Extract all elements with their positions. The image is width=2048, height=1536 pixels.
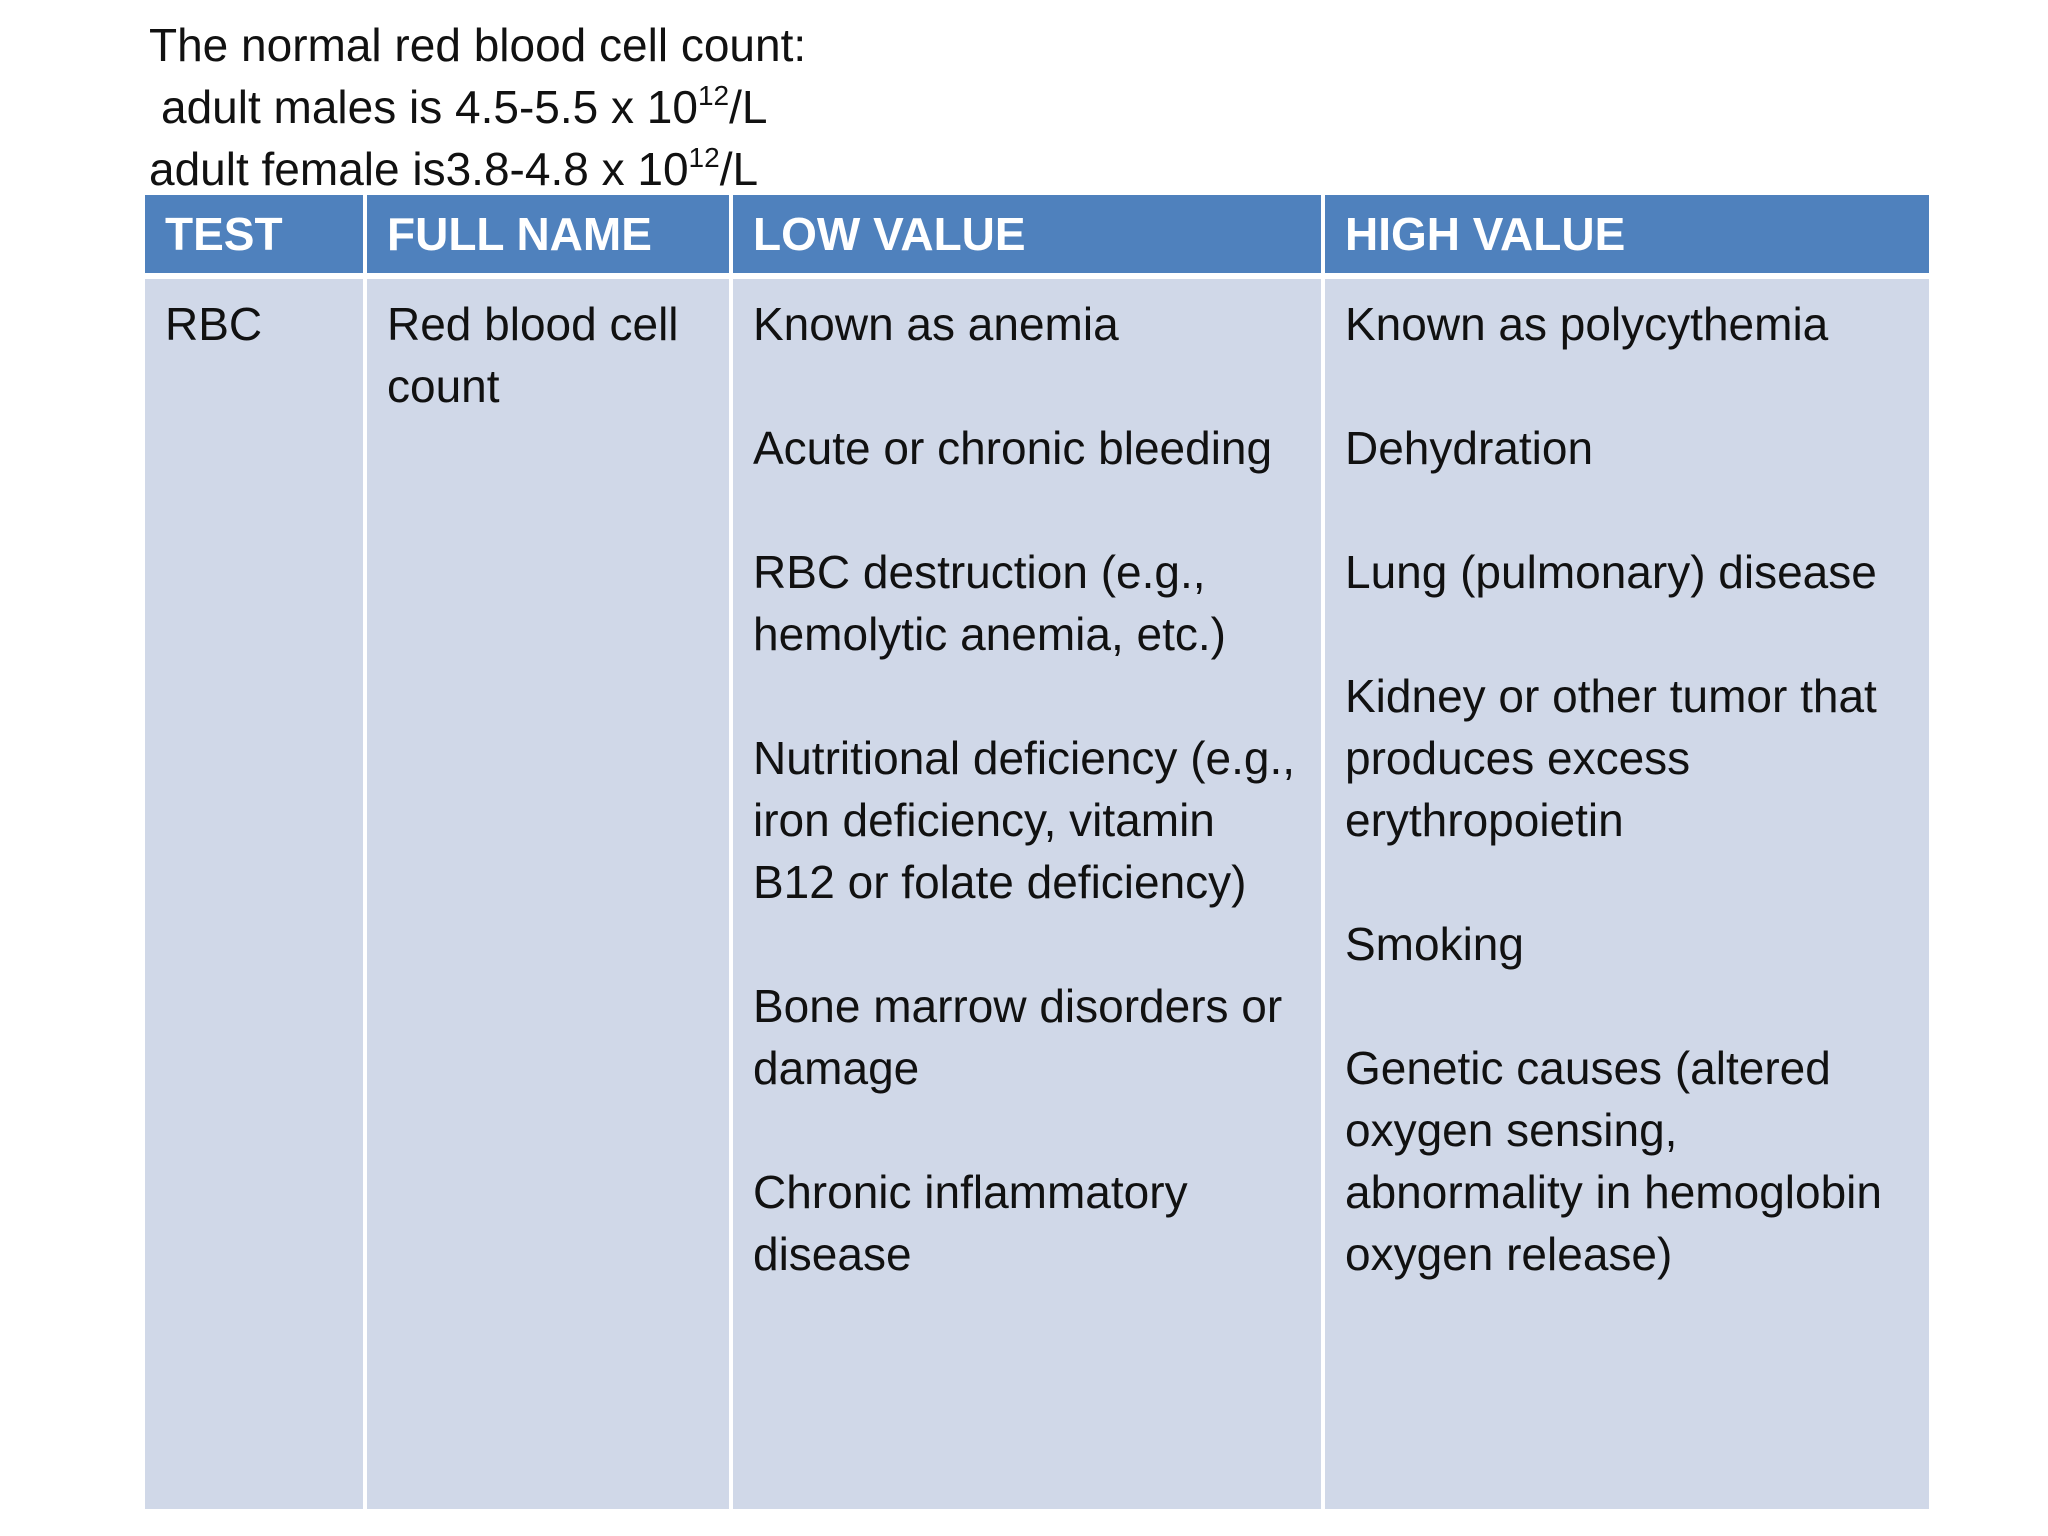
header-full-name: FULL NAME <box>367 195 729 273</box>
low-value-item: Bone marrow disorders or damage <box>753 980 1283 1094</box>
high-value-item: Dehydration <box>1345 422 1594 474</box>
high-value-item: Smoking <box>1345 918 1524 970</box>
male-range-unit: /L <box>729 81 768 133</box>
high-value-item: Known as polycythemia <box>1345 298 1829 350</box>
low-value-item: RBC destruction (e.g., hemolytic anemia, etc.) <box>753 546 1226 660</box>
high-value-item: Kidney or other tumor that produces excess erythropoietin <box>1345 670 1877 846</box>
header-high-value: HIGH VALUE <box>1325 195 1929 273</box>
intro-text <box>149 14 806 200</box>
intro-male-range <box>149 76 806 138</box>
high-value-item: Genetic causes (altered oxygen sensing, abnormality in hemoglobin oxygen release) <box>1345 1042 1882 1280</box>
female-range-text: adult female is3.8-4.8 x 10 <box>149 143 689 195</box>
low-value-item: Nutritional deficiency (e.g., iron deficiency, vitamin B12 or folate deficiency) <box>753 732 1296 908</box>
female-range-exponent: 12 <box>688 141 720 173</box>
rbc-table <box>145 195 1917 1503</box>
intro-heading: The normal red blood cell count: <box>149 19 807 71</box>
cell-test: RBC <box>145 279 363 1509</box>
low-value-item: Chronic inflammatory disease <box>753 1166 1188 1280</box>
cell-full-name: Red blood cell count <box>367 279 729 1509</box>
header-low-value: LOW VALUE <box>733 195 1321 273</box>
cell-low-value <box>733 279 1321 1509</box>
low-value-item: Known as anemia <box>753 298 1119 350</box>
female-range-unit: /L <box>719 143 759 195</box>
low-value-item: Acute or chronic bleeding <box>753 422 1273 474</box>
high-value-item: Lung (pulmonary) disease <box>1345 546 1877 598</box>
cell-high-value <box>1325 279 1929 1509</box>
male-range-exponent: 12 <box>697 79 730 111</box>
header-test: TEST <box>145 195 363 273</box>
intro-female-range <box>149 138 806 200</box>
male-range-text: adult males is 4.5-5.5 x 10 <box>161 81 698 133</box>
